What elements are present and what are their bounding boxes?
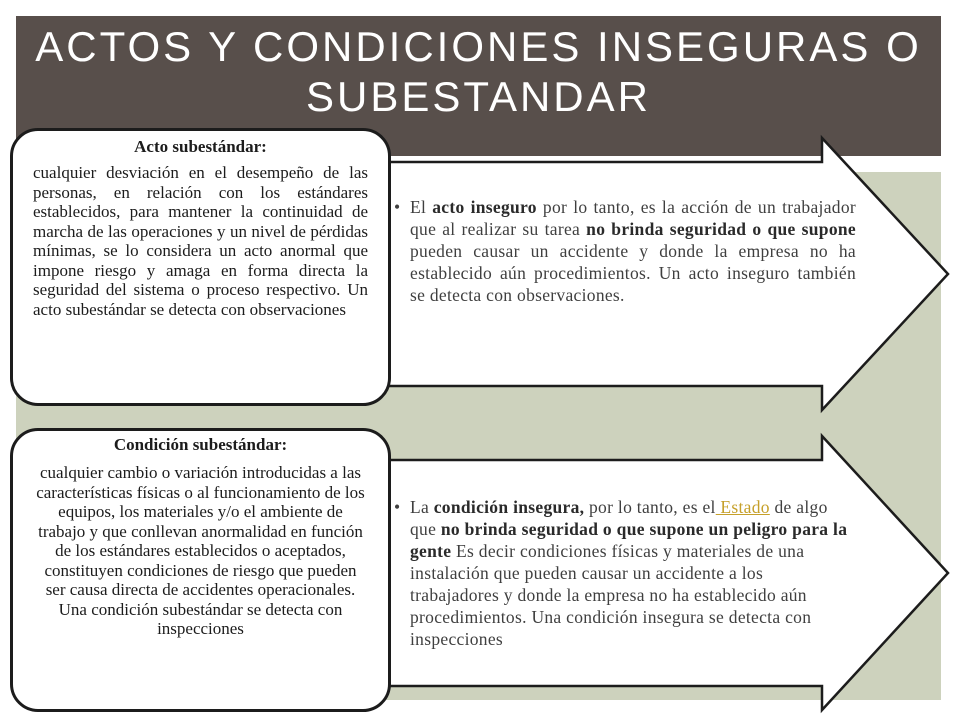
condicion-box-text: cualquier cambio o variación introducidas a las características físicas o al funcionamiento de los equipos, los materiales y/o el ambiente de trabajo y que conllevan anormalidad en función de los estándares establecidos o aceptados, constituyen condiciones de riesgo que pueden ser causa directa de accidentes operacionales. Una condición subestándar se detecta con inspecciones — [36, 463, 365, 638]
acto-box — [10, 128, 391, 406]
acto-bullet-t3: pueden causar un accidente y donde la empresa no ha establecido aún procedimientos. Un acto inseguro también se detecta con observaciones. — [410, 241, 856, 305]
acto-bullet-t2: por lo tanto, es la acción de un trabajador que al realizar su tarea — [410, 197, 857, 239]
condicion-bullet-t3: de algo que — [410, 497, 828, 539]
acto-box-title: Acto subestándar: — [134, 137, 267, 156]
acto-bullet-b1: acto inseguro — [432, 197, 537, 217]
condicion-bullet — [396, 496, 856, 650]
condicion-box-title: Condición subestándar: — [113, 435, 288, 454]
condicion-bullet-t2: por lo tanto, es el — [584, 497, 716, 517]
acto-bullet-b2: no brinda seguridad o que supone — [586, 219, 856, 239]
acto-bullet-t1: El — [410, 197, 433, 217]
condicion-bullet-t4: Es decir condiciones físicas y materiales de una instalación que pueden causar un accidente a los trabajadores y donde la empresa no ha establecido aún procedimientos. Una condición insegura se detecta con inspecciones — [410, 541, 812, 649]
acto-box-text: cualquier desviación en el desempeño de las personas, en relación con los estándares establecidos, para mantener la continuidad de marcha de las operaciones y un nivel de pérdidas mínimas, se lo considera un acto anormal que impone riesgo y amaga en forma directa la seguridad del sistema o proceso respectivo. Un acto subestándar se detecta con observaciones — [33, 163, 368, 319]
acto-bullet — [396, 196, 856, 306]
estado-link[interactable]: Estado — [715, 497, 770, 517]
condicion-bullet-t1: La — [410, 497, 434, 517]
condicion-bullet-b1: condición insegura, — [433, 497, 585, 517]
condicion-box — [10, 428, 391, 712]
condicion-bullet-b2: no brinda seguridad o que supone un peligro para la gente — [410, 519, 848, 561]
page-title: ACTOS Y CONDICIONES INSEGURAS O SUBESTANDAR — [35, 23, 922, 120]
